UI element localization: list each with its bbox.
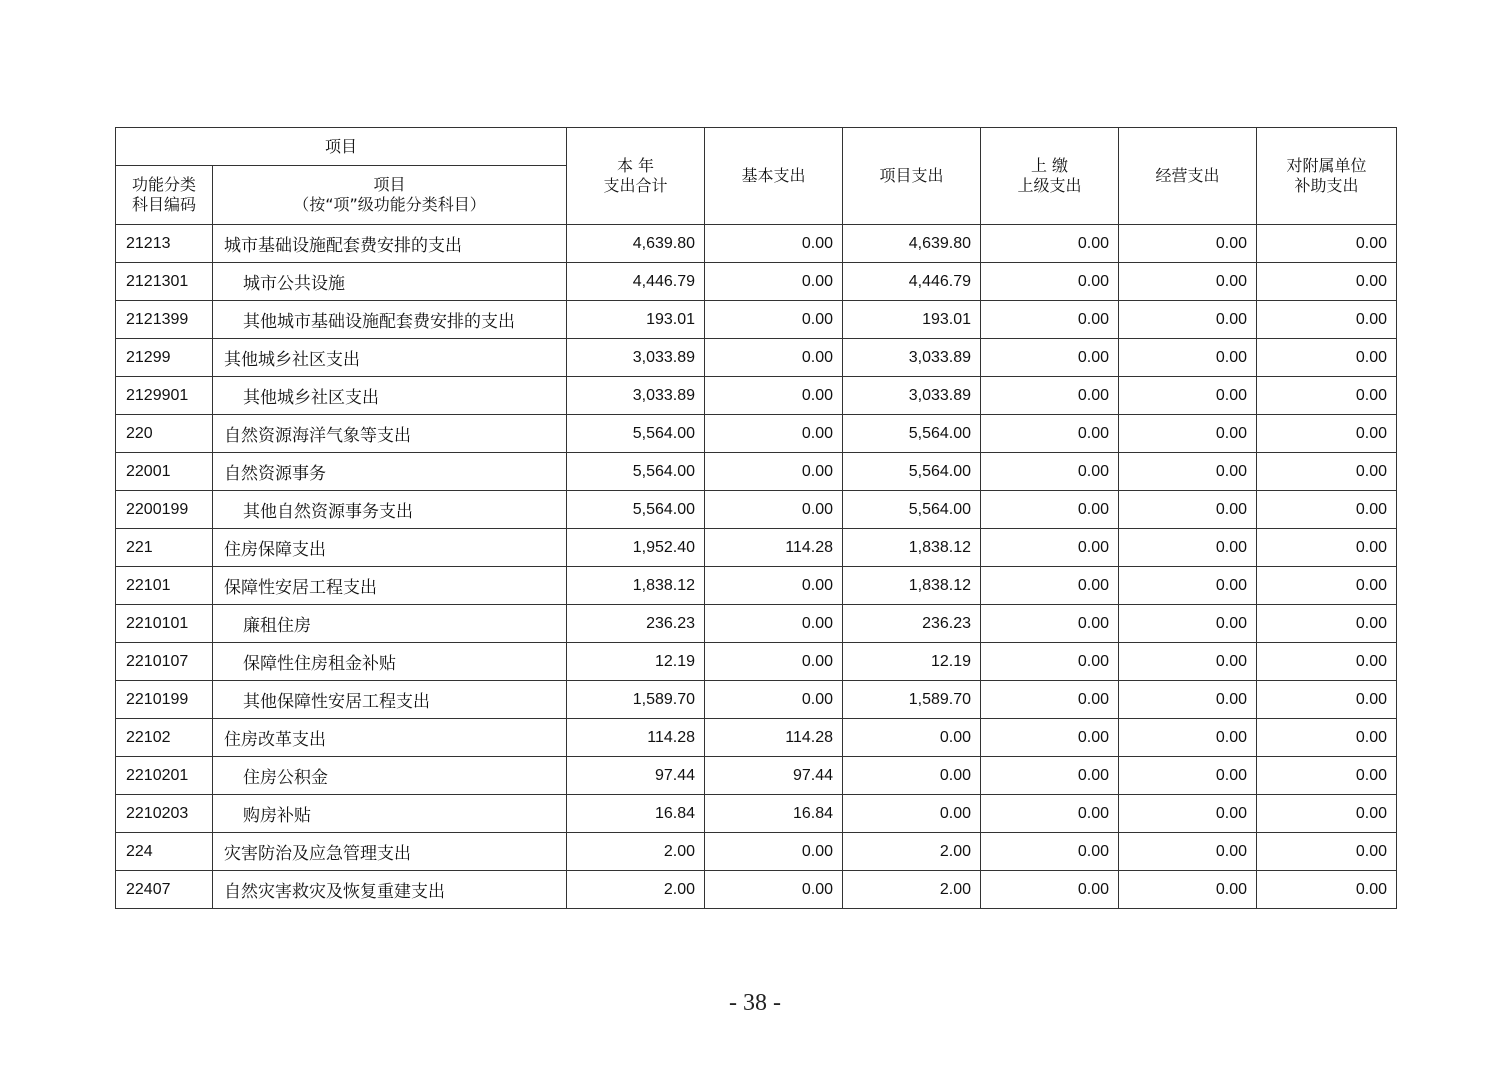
- cell-code: 2200199: [116, 491, 213, 529]
- cell-proj: 0.00: [843, 795, 981, 833]
- cell-subsidy: 0.00: [1257, 377, 1397, 415]
- cell-subsidy: 0.00: [1257, 339, 1397, 377]
- table-row: [116, 301, 1397, 339]
- cell-proj: 2.00: [843, 833, 981, 871]
- cell-basic: 0.00: [705, 833, 843, 871]
- cell-total: 1,952.40: [567, 529, 705, 567]
- cell-upper: 0.00: [981, 377, 1119, 415]
- cell-business: 0.00: [1119, 225, 1257, 263]
- cell-subsidy: 0.00: [1257, 415, 1397, 453]
- cell-proj: 0.00: [843, 757, 981, 795]
- cell-total: 5,564.00: [567, 415, 705, 453]
- cell-business: 0.00: [1119, 757, 1257, 795]
- cell-basic: 114.28: [705, 719, 843, 757]
- cell-upper: 0.00: [981, 529, 1119, 567]
- table-row: [116, 681, 1397, 719]
- cell-total: 4,639.80: [567, 225, 705, 263]
- table-row: [116, 225, 1397, 263]
- cell-code: 220: [116, 415, 213, 453]
- table-row: [116, 757, 1397, 795]
- cell-code: 22407: [116, 871, 213, 909]
- cell-basic: 0.00: [705, 453, 843, 491]
- header-total: 本 年 支出合计: [567, 128, 705, 225]
- cell-code: 2210201: [116, 757, 213, 795]
- cell-subsidy: 0.00: [1257, 681, 1397, 719]
- cell-proj: 1,589.70: [843, 681, 981, 719]
- cell-code: 221: [116, 529, 213, 567]
- cell-name: 自然灾害救灾及恢复重建支出: [213, 871, 567, 909]
- table-row: [116, 415, 1397, 453]
- cell-upper: 0.00: [981, 833, 1119, 871]
- cell-code: 2121301: [116, 263, 213, 301]
- cell-business: 0.00: [1119, 833, 1257, 871]
- cell-subsidy: 0.00: [1257, 491, 1397, 529]
- cell-code: 224: [116, 833, 213, 871]
- cell-basic: 16.84: [705, 795, 843, 833]
- cell-total: 3,033.89: [567, 377, 705, 415]
- cell-name: 城市基础设施配套费安排的支出: [213, 225, 567, 263]
- cell-total: 114.28: [567, 719, 705, 757]
- cell-name: 廉租住房: [213, 605, 567, 643]
- table-row: [116, 719, 1397, 757]
- cell-proj: 5,564.00: [843, 453, 981, 491]
- cell-total: 5,564.00: [567, 453, 705, 491]
- cell-proj: 3,033.89: [843, 377, 981, 415]
- table-row: [116, 529, 1397, 567]
- table-row: [116, 491, 1397, 529]
- table-row: [116, 377, 1397, 415]
- cell-name: 自然资源海洋气象等支出: [213, 415, 567, 453]
- cell-business: 0.00: [1119, 567, 1257, 605]
- cell-proj: 193.01: [843, 301, 981, 339]
- cell-subsidy: 0.00: [1257, 263, 1397, 301]
- cell-basic: 97.44: [705, 757, 843, 795]
- cell-name: 住房保障支出: [213, 529, 567, 567]
- cell-basic: 0.00: [705, 415, 843, 453]
- cell-basic: 0.00: [705, 377, 843, 415]
- table-row: [116, 833, 1397, 871]
- cell-upper: 0.00: [981, 681, 1119, 719]
- cell-subsidy: 0.00: [1257, 453, 1397, 491]
- cell-proj: 5,564.00: [843, 491, 981, 529]
- cell-business: 0.00: [1119, 301, 1257, 339]
- header-business: 经营支出: [1119, 128, 1257, 225]
- cell-business: 0.00: [1119, 339, 1257, 377]
- cell-subsidy: 0.00: [1257, 605, 1397, 643]
- cell-name: 保障性住房租金补贴: [213, 643, 567, 681]
- cell-upper: 0.00: [981, 871, 1119, 909]
- cell-upper: 0.00: [981, 225, 1119, 263]
- cell-basic: 0.00: [705, 301, 843, 339]
- cell-business: 0.00: [1119, 377, 1257, 415]
- cell-business: 0.00: [1119, 795, 1257, 833]
- header-subsidy: 对附属单位 补助支出: [1257, 128, 1397, 225]
- cell-basic: 0.00: [705, 491, 843, 529]
- cell-business: 0.00: [1119, 529, 1257, 567]
- cell-subsidy: 0.00: [1257, 757, 1397, 795]
- cell-upper: 0.00: [981, 567, 1119, 605]
- cell-basic: 114.28: [705, 529, 843, 567]
- budget-table-container: [115, 127, 1396, 909]
- page-number: - 38 -: [729, 990, 781, 1016]
- cell-basic: 0.00: [705, 339, 843, 377]
- table-row: [116, 871, 1397, 909]
- cell-total: 1,838.12: [567, 567, 705, 605]
- header-proj: 项目支出: [843, 128, 981, 225]
- cell-subsidy: 0.00: [1257, 871, 1397, 909]
- cell-subsidy: 0.00: [1257, 529, 1397, 567]
- cell-code: 2210199: [116, 681, 213, 719]
- header-basic: 基本支出: [705, 128, 843, 225]
- table-row: [116, 605, 1397, 643]
- cell-code: 22101: [116, 567, 213, 605]
- header-item: 项目 （按“项”级功能分类科目）: [213, 166, 567, 225]
- cell-subsidy: 0.00: [1257, 643, 1397, 681]
- cell-basic: 0.00: [705, 871, 843, 909]
- cell-total: 2.00: [567, 871, 705, 909]
- cell-code: 2210203: [116, 795, 213, 833]
- cell-name: 灾害防治及应急管理支出: [213, 833, 567, 871]
- cell-proj: 1,838.12: [843, 529, 981, 567]
- header-project: 项目: [116, 128, 567, 166]
- cell-total: 12.19: [567, 643, 705, 681]
- cell-code: 2210101: [116, 605, 213, 643]
- cell-total: 236.23: [567, 605, 705, 643]
- cell-proj: 1,838.12: [843, 567, 981, 605]
- table-row: [116, 567, 1397, 605]
- cell-upper: 0.00: [981, 719, 1119, 757]
- cell-proj: 3,033.89: [843, 339, 981, 377]
- cell-upper: 0.00: [981, 643, 1119, 681]
- cell-proj: 0.00: [843, 719, 981, 757]
- cell-subsidy: 0.00: [1257, 833, 1397, 871]
- header-upper: 上 缴 上级支出: [981, 128, 1119, 225]
- cell-name: 住房改革支出: [213, 719, 567, 757]
- cell-total: 16.84: [567, 795, 705, 833]
- cell-subsidy: 0.00: [1257, 225, 1397, 263]
- cell-business: 0.00: [1119, 643, 1257, 681]
- cell-business: 0.00: [1119, 605, 1257, 643]
- cell-total: 1,589.70: [567, 681, 705, 719]
- cell-name: 住房公积金: [213, 757, 567, 795]
- table-row: [116, 263, 1397, 301]
- cell-basic: 0.00: [705, 605, 843, 643]
- cell-basic: 0.00: [705, 643, 843, 681]
- cell-basic: 0.00: [705, 567, 843, 605]
- cell-name: 保障性安居工程支出: [213, 567, 567, 605]
- cell-code: 21213: [116, 225, 213, 263]
- cell-upper: 0.00: [981, 415, 1119, 453]
- cell-total: 5,564.00: [567, 491, 705, 529]
- cell-basic: 0.00: [705, 681, 843, 719]
- cell-proj: 12.19: [843, 643, 981, 681]
- cell-name: 其他城市基础设施配套费安排的支出: [213, 301, 567, 339]
- table-row: [116, 339, 1397, 377]
- cell-total: 2.00: [567, 833, 705, 871]
- cell-name: 其他自然资源事务支出: [213, 491, 567, 529]
- cell-upper: 0.00: [981, 453, 1119, 491]
- cell-upper: 0.00: [981, 339, 1119, 377]
- cell-basic: 0.00: [705, 225, 843, 263]
- cell-upper: 0.00: [981, 757, 1119, 795]
- cell-subsidy: 0.00: [1257, 795, 1397, 833]
- cell-total: 4,446.79: [567, 263, 705, 301]
- cell-name: 购房补贴: [213, 795, 567, 833]
- budget-table: [115, 127, 1397, 909]
- table-row: [116, 795, 1397, 833]
- cell-business: 0.00: [1119, 719, 1257, 757]
- cell-name: 城市公共设施: [213, 263, 567, 301]
- cell-total: 97.44: [567, 757, 705, 795]
- cell-name: 其他城乡社区支出: [213, 339, 567, 377]
- table-row: [116, 453, 1397, 491]
- cell-total: 193.01: [567, 301, 705, 339]
- cell-name: 其他城乡社区支出: [213, 377, 567, 415]
- cell-subsidy: 0.00: [1257, 719, 1397, 757]
- cell-proj: 4,639.80: [843, 225, 981, 263]
- cell-code: 22001: [116, 453, 213, 491]
- cell-code: 2210107: [116, 643, 213, 681]
- cell-business: 0.00: [1119, 415, 1257, 453]
- cell-business: 0.00: [1119, 453, 1257, 491]
- cell-subsidy: 0.00: [1257, 301, 1397, 339]
- cell-upper: 0.00: [981, 795, 1119, 833]
- cell-code: 21299: [116, 339, 213, 377]
- cell-proj: 5,564.00: [843, 415, 981, 453]
- cell-name: 其他保障性安居工程支出: [213, 681, 567, 719]
- cell-business: 0.00: [1119, 871, 1257, 909]
- cell-upper: 0.00: [981, 263, 1119, 301]
- cell-subsidy: 0.00: [1257, 567, 1397, 605]
- cell-code: 2129901: [116, 377, 213, 415]
- cell-total: 3,033.89: [567, 339, 705, 377]
- cell-business: 0.00: [1119, 491, 1257, 529]
- table-body: [116, 225, 1397, 909]
- cell-code: 2121399: [116, 301, 213, 339]
- header-code: 功能分类 科目编码: [116, 166, 213, 225]
- table-row: [116, 643, 1397, 681]
- cell-name: 自然资源事务: [213, 453, 567, 491]
- cell-business: 0.00: [1119, 681, 1257, 719]
- cell-business: 0.00: [1119, 263, 1257, 301]
- cell-proj: 236.23: [843, 605, 981, 643]
- cell-proj: 4,446.79: [843, 263, 981, 301]
- cell-upper: 0.00: [981, 491, 1119, 529]
- cell-basic: 0.00: [705, 263, 843, 301]
- cell-upper: 0.00: [981, 605, 1119, 643]
- cell-code: 22102: [116, 719, 213, 757]
- cell-proj: 2.00: [843, 871, 981, 909]
- cell-upper: 0.00: [981, 301, 1119, 339]
